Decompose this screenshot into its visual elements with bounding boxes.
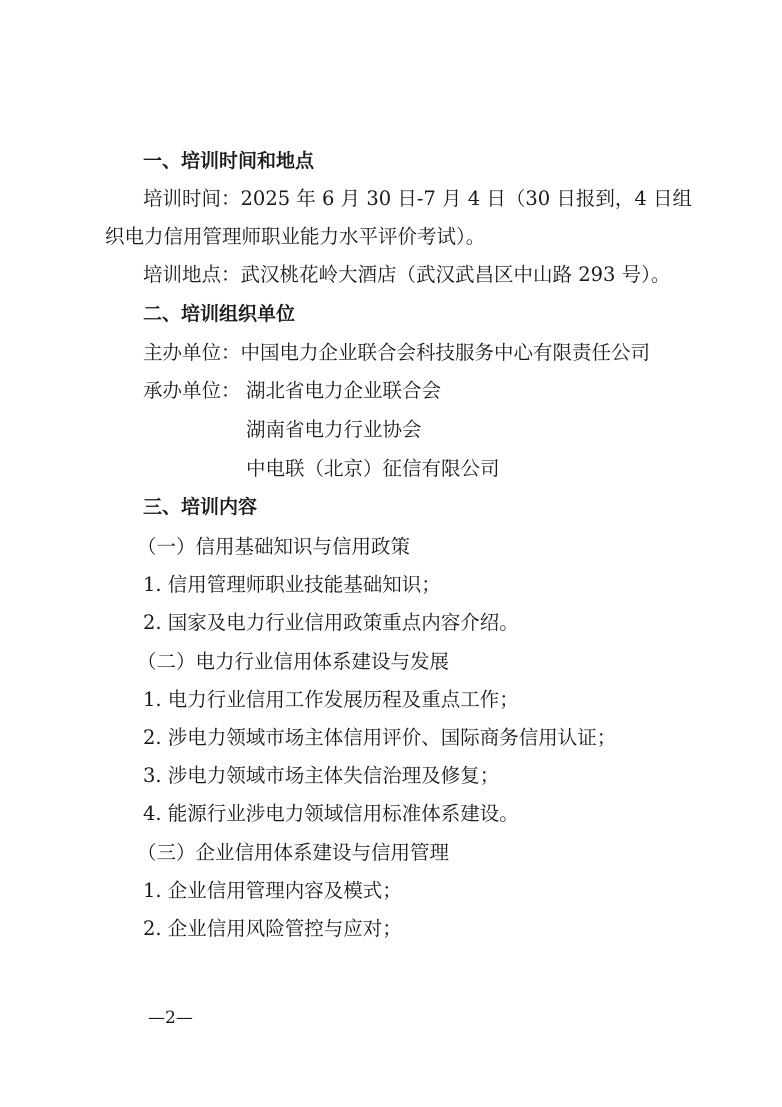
section-1-heading: 一、培训时间和地点 <box>143 150 315 172</box>
organizer-1: 湖北省电力企业联合会 <box>246 379 442 402</box>
subsection-2-title: （二）电力行业信用体系建设与发展 <box>137 650 450 673</box>
organizer-2: 湖南省电力行业协会 <box>246 418 422 441</box>
subsection-2-item-2: 2. 涉电力领域市场主体信用评价、国际商务信用认证； <box>143 726 617 749</box>
subsection-1-title: （一）信用基础知识与信用政策 <box>137 535 411 558</box>
organizer-3: 中电联（北京）征信有限公司 <box>246 457 500 480</box>
subsection-3-item-1: 1. 企业信用管理内容及模式； <box>143 879 402 902</box>
training-time-line-2: 织电力信用管理师职业能力水平评价考试）。 <box>105 225 486 248</box>
host-unit: 主办单位：中国电力企业联合会科技服务中心有限责任公司 <box>143 341 651 364</box>
training-time-line-1: 培训时间：2025 年 6 月 30 日-7 月 4 日（30 日报到，4 日组 <box>143 187 692 210</box>
organizer-label: 承办单位： <box>143 379 241 402</box>
section-2-heading: 二、培训组织单位 <box>143 303 296 325</box>
subsection-3-title: （三）企业信用体系建设与信用管理 <box>137 841 450 864</box>
subsection-2-item-3: 3. 涉电力领域市场主体失信治理及修复； <box>143 764 500 787</box>
subsection-2-item-4: 4. 能源行业涉电力领域信用标准体系建设。 <box>143 802 519 825</box>
training-location: 培训地点：武汉桃花岭大酒店（武汉武昌区中山路 293 号）。 <box>143 263 671 286</box>
section-3-heading: 三、培训内容 <box>143 496 258 518</box>
subsection-1-item-2: 2. 国家及电力行业信用政策重点内容介绍。 <box>143 611 519 634</box>
page-number: —2— <box>148 1008 193 1028</box>
subsection-1-item-1: 1. 信用管理师职业技能基础知识； <box>143 573 441 596</box>
subsection-2-item-1: 1. 电力行业信用工作发展历程及重点工作； <box>143 688 519 711</box>
subsection-3-item-2: 2. 企业信用风险管控与应对； <box>143 917 402 940</box>
